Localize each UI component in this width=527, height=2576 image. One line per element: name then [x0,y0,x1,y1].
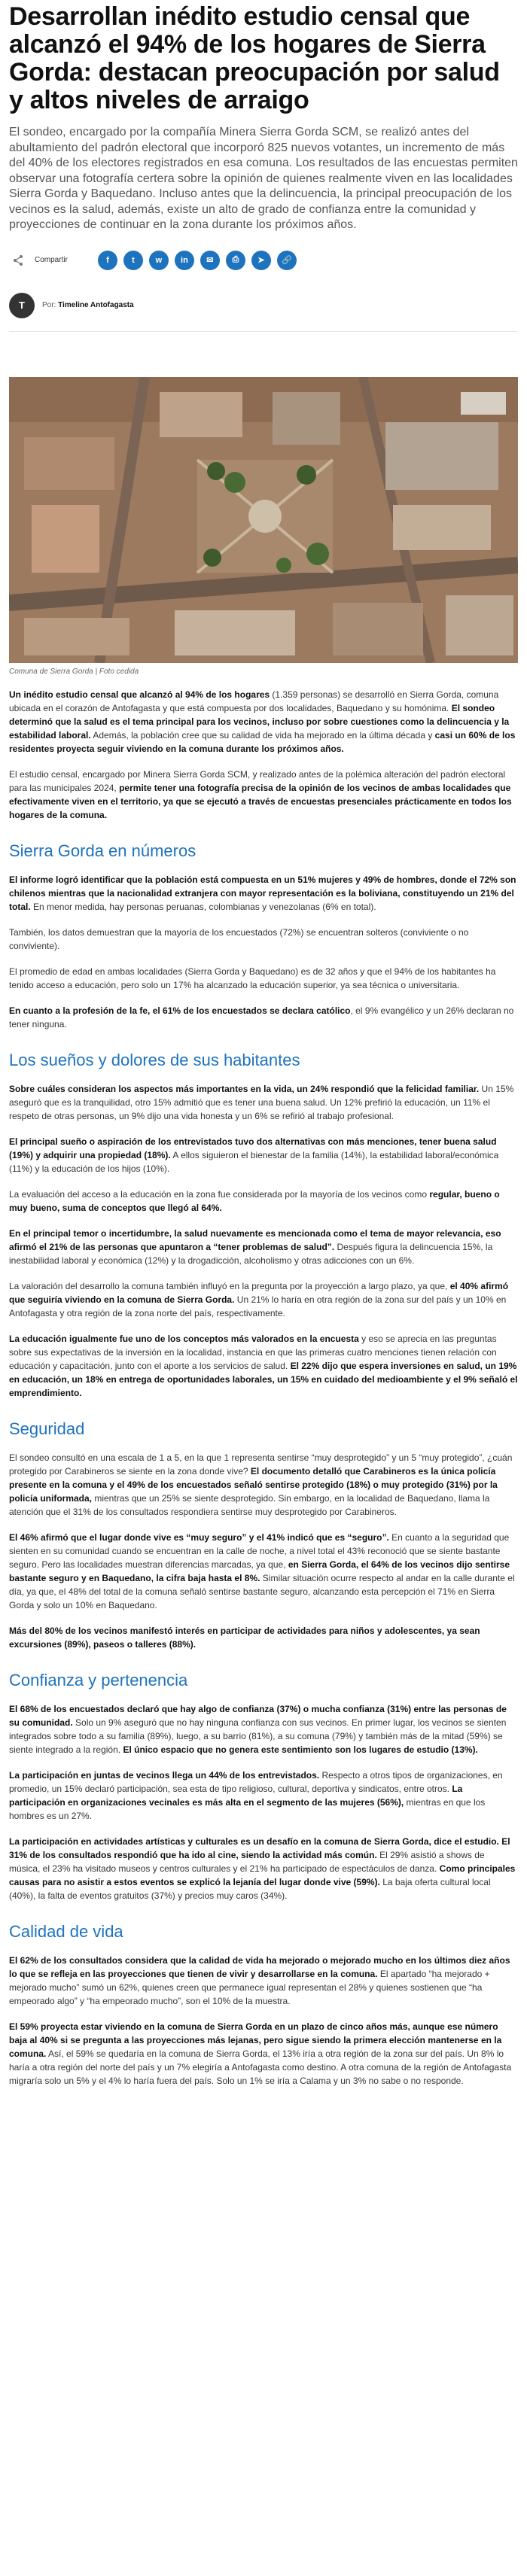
paragraph: Más del 80% de los vecinos manifestó interés en participar de actividades para niños y adolescentes, ya sean excursiones (89%), paseos o talleres (88%). [9,1625,480,1650]
paragraph: Un inédito estudio censal que alcanzó al 94% de los hogares (1.359 personas) se desarrolló en Sierra Gorda, comuna ubicada en el corazón de Antofagasta y que está compuesta por dos localidades, Baquedano y su homónima. El sondeo determinó que la salud es el tema principal para los vecinos, incluso por sobre cuestiones como la delincuencia y la estabilidad laboral. Además, la población cree que su calidad de vida ha mejorado en la última década y casi un 60% de los residentes proyecta seguir viviendo en la comuna durante los próximos años. [9,689,516,754]
section-heading: Calidad de vida [9,1921,123,1941]
paragraph: La evaluación del acceso a la educación en la zona fue considerada por la mayoría de los vecinos como regular, bueno o muy bueno, suma de conceptos que llegó al 64%. [9,1188,500,1213]
paragraph: La participación en juntas de vecinos llega un 44% de los entrevistados. Respecto a otros tipos de organizaciones, en promedio, un 15% declaró participación, sea esta de tipo religioso, cultural, deportiva y sindicatos, entre otros. La participación en organizaciones vecinales es más alta en el segmento de las mujeres (56%), mientras en que los hombres es un 27%. [9,1769,503,1821]
section-heading: Seguridad [9,1419,85,1438]
print-icon[interactable]: ⎙ [226,251,245,270]
whatsapp-icon[interactable]: w [149,251,169,270]
paragraph: En el principal temor o incertidumbre, la salud nuevamente es mencionada como el tema de mayor relevancia, eso afirmó el 21% de las personas que apuntaron a “tener problemas de salud”. Después figura la delincuencia 15%, la inestabilidad laboral y económica (12%) y la drogadicción, alcoholismo y otras adicciones con un 6%. [9,1227,501,1266]
paragraph: El 62% de los consultados considera que la calidad de vida ha mejorado o mejorado mucho en los últimos diez años lo que se refleja en las proyecciones que tienen de vivir y desarrollarse en la comuna. El apartado “ha mejorado + mejorado mucho” sumó un 62%, quienes creen que permanece igual representan el 28% y quienes sostienen que “ha empeorado algo” y “ha empeorado mucho”, son el 10% de la muestra. [9,1954,510,2006]
facebook-icon[interactable]: f [98,251,117,270]
author-name[interactable]: Timeline Antofagasta [58,301,134,309]
article-body [9,688,518,2088]
article-title: Desarrollan inédito estudio censal que alcanzó el 94% de los hogares de Sierra Gorda: destacan preocupación por salud y altos niveles de arraigo [9,2,500,114]
section-heading: Sierra Gorda en números [9,841,196,860]
paragraph: El 68% de los encuestados declaró que hay algo de confianza (37%) o mucha confianza (31%) entre las personas de su comunidad. Solo un 9% aseguró que no hay ninguna confianza con sus vecinos. En primer lugar, los vecinos se sienten integrados sobre todo a su familia (89%), luego, a su barrio (81%), a su comuna (79%) y también más de la mitad (59%) se siente integrado a la región. El único espacio que no genera este sentimiento son los lugares de estudio (13%). [9,1703,507,1755]
section-heading: Confianza y pertenencia [9,1670,188,1689]
avatar[interactable]: T [9,293,35,318]
aerial-photo [9,377,518,663]
divider [9,331,518,332]
share-label: Compartir [35,256,68,264]
article-page [0,3,527,2088]
paragraph: En cuanto a la profesión de la fe, el 61% de los encuestados se declara católico, el 9% evangélico y un 26% declaran no tener ninguna. [9,1005,514,1029]
byline-prefix: Por: [42,301,56,309]
section-heading: Los sueños y dolores de sus habitantes [9,1050,300,1069]
paragraph: El estudio censal, encargado por Minera Sierra Gorda SCM, y realizado antes de la polémica alteración del padrón electoral para las municipales 2024, permite tener una fotografía precisa de la opinión de los vecinos de ambas localidades que efectivamente viven en el territorio, ya que se ejecutó a través de encuestas presenciales prácticamente en todos los hogares de la comuna. [9,768,512,820]
telegram-icon[interactable]: ➤ [251,251,271,270]
author-byline [9,290,518,321]
paragraph: El 46% afirmó que el lugar donde vive es “muy seguro” y el 41% indicó que es “seguro”. En cuanto a la seguridad que sienten en su comunidad cuando se encuentran en la calle de noche, a nivel total el 43% reconoció que se siente bastante seguro. Pero las localidades muestran diferencias marcadas, ya que, en Sierra Gorda, el 64% de los vecinos dijo sentirse bastante seguro y en Baquedano, la cifra baja hasta el 8%. Similar situación ocurre respecto al andar en la calle durante el día, ya que, el 48% del total de la comuna señaló sentirse bastante seguro, alcanzando esta percepción el 71% en Sierra Gorda y solo un 10% en Baquedano. [9,1531,515,1610]
paragraph: La valoración del desarrollo la comuna también influyó en la pregunta por la proyección a largo plazo, ya que, el 40% afirmó que seguiría viviendo en la comuna de Sierra Gorda. Un 21% lo haría en otra región de la zona sur del país y un 10% en Antofagasta y otra región de la zona norte del país, respectivamente. [9,1280,509,1318]
linkedin-icon[interactable]: in [175,251,194,270]
paragraph: El sondeo consultó en una escala de 1 a 5, en la que 1 representa sentirse “muy desprotegido” y un 5 “muy protegido”, ¿cuán protegido por Carabineros se siente en la zona donde vive? El documento detalló que Carabineros es la única policía presente en la comuna y el 49% de los encuestados señaló sentirse protegido (18%) o muy protegido (31%) por la policía uniformada, mientras que un 25% se siente desprotegido. Sin embargo, en la localidad de Baquedano, llama la atención que el 31% de los consultados respondiera sentirse muy desprotegido por Carabineros. [9,1452,513,1517]
paragraph: También, los datos demuestran que la mayoría de los encuestados (72%) se encuentran solteros (conviviente o no conviviente). [9,926,469,951]
byline-text [42,301,134,309]
paragraph: El principal sueño o aspiración de los entrevistados tuvo dos alternativas con más menciones, tener buena salud (19%) y adquirir una propiedad (18%). A ellos siguieron el bienestar de la familia (14%), la estabilidad laboral/económica (11%) y la educación de los hijos (10%). [9,1136,499,1174]
paragraph: La educación igualmente fue uno de los conceptos más valorados en la encuesta y eso se aprecia en las preguntas sobre sus expectativas de la inversión en la localidad, instancia en que las primeras cuatro menciones tienen relación con educación y capacitación, junto con el aporte a los servicios de salud. El 22% dijo que espera inversiones en salud, un 19% en educación, un 18% en entrega de oportunidades laborales, un 15% en cuidado del medioambiente y el 9% señaló el emprendimiento. [9,1333,518,1398]
share-icon [9,251,27,269]
paragraph: El 59% proyecta estar viviendo en la comuna de Sierra Gorda en un plazo de cinco años más, aunque ese número baja al 40% si se pregunta a las proyecciones más lejanas, pero sigue siendo la primera elección mantenerse en la comuna. Así, el 59% se quedaría en la comuna de Sierra Gorda, el 13% iría a otra región de la zona sur del país. Un 8% lo haría a otra región del norte del país y un 7% elegiría a Antofagasta como destino. A otra comuna de la región de Antofagasta migraría solo un 5% y el 4% lo haría fuera del país. Solo un 1% se iría a Calama y un 3% no sabe o no responde. [9,2021,512,2086]
paragraph: Sobre cuáles consideran los aspectos más importantes en la vida, un 24% respondió que la felicidad familiar. Un 15% aseguró que es la tranquilidad, otro 15% admitió que es tener una buena salud. Un 12% prefirió la educación, un 11% el respeto de otras personas, un 9% dijo una vida honesta y un 6% se refirió al trabajo profesional. [9,1083,514,1121]
paragraph: El informe logró identificar que la población está compuesta en un 51% mujeres y 49% de hombres, donde el 72% son chilenos mientras que la nacionalidad extranjera con mayor representación es la boliviana, constituyendo un 21% del total. En menor medida, hay personas peruanas, colombianas y venezolanas (6% en total). [9,874,516,912]
link-icon[interactable]: 🔗 [277,251,297,270]
email-icon[interactable]: ✉ [200,251,220,270]
aerial-photo-illustration [9,377,518,663]
article-lead: El sondeo, encargado por la compañía Minera Sierra Gorda SCM, se realizó antes del abultamiento del padrón electoral que incorporó 825 nuevos votantes, un incremento de más del 40% de los electores registrados en esa comuna. Los resultados de las encuestas permiten observar una fotografía certera sobre la opinión de quienes realmente viven en las localidades Sierra Gorda y Baquedano. Incluso antes que la delincuencia, la principal preocupación de los vecinos es la salud, además, existe un alto de grado de confianza entre la comunidad y proyecciones de continuar en la zona durante los próximos años. [9,126,518,231]
share-bar [9,247,518,274]
twitter-icon[interactable]: t [123,251,143,270]
paragraph: La participación en actividades artísticas y culturales es un desafío en la comuna de Sierra Gorda, dice el estudio. El 31% de los consultados respondió que ha ido al cine, siendo la actividad más común. El 29% asistió a shows de música, el 23% ha visitado museos y centros culturales y el 21% ha participado de espectáculos de danza. Como principales causas para no asistir a estos eventos se explicó la lejanía del lugar donde vive (59%). La baja oferta cultural local (40%), la falta de eventos gratuitos (37%) y precios muy caros (34%). [9,1835,516,1901]
photo-caption: Comuna de Sierra Gorda | Foto cedida [9,667,139,676]
paragraph: El promedio de edad en ambas localidades (Sierra Gorda y Baquedano) es de 32 años y que el 94% de los habitantes ha tenido acceso a educación, pero solo un 17% ha alcanzado la educación superior, ya sea técnica o universitaria. [9,966,496,990]
